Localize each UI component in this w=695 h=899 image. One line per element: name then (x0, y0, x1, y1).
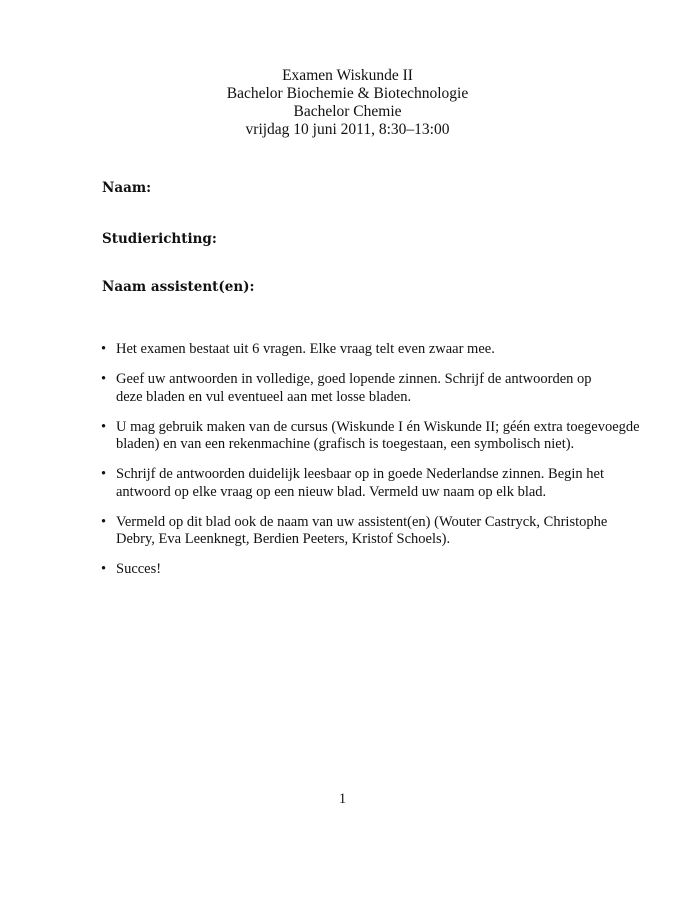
rule-line: antwoord op elke vraag op een nieuw blad. Vermeld uw naam op elk blad. (116, 483, 547, 500)
bullet-icon: • (101, 341, 107, 357)
bullet-icon: • (101, 371, 107, 387)
program-biochemistry: Bachelor Biochemie & Biotechnologie (226, 85, 469, 102)
bullet-icon: • (101, 513, 107, 530)
name-label: Naam: (102, 180, 152, 196)
bullet-icon: • (101, 418, 107, 435)
rule-item (101, 561, 641, 579)
study-program-label: Studierichting: (102, 231, 217, 247)
rule-line: Het examen bestaat uit 6 vragen. Elke vraag telt even zwaar mee. (116, 341, 495, 357)
exam-title: Examen Wiskunde II (282, 67, 413, 84)
exam-date-time: vrijdag 10 juni 2011, 8:30–13:00 (245, 121, 450, 138)
rule-item (101, 466, 641, 501)
exam-header (0, 67, 695, 139)
rule-line: Succes! (116, 561, 162, 577)
program-chemistry: Bachelor Chemie (293, 103, 402, 120)
rule-item (101, 371, 641, 406)
rule-item (101, 419, 641, 454)
page-number: 1 (338, 791, 347, 807)
rule-item (101, 514, 641, 549)
bullet-icon: • (101, 561, 107, 577)
assistant-label: Naam assistent(en): (102, 279, 255, 295)
rule-line: Vermeld op dit blad ook de naam van uw assistent(en) (Wouter Castryck, Christophe (116, 513, 608, 530)
rule-line: Schrijf de antwoorden duidelijk leesbaar op in goede Nederlandse zinnen. Begin het (116, 466, 605, 482)
rule-line: deze bladen en vul eventueel aan met losse bladen. (116, 388, 412, 405)
rule-line: Debry, Eva Leenknegt, Berdien Peeters, Kristof Schoels). (116, 531, 451, 547)
bullet-icon: • (101, 466, 107, 482)
rule-item (101, 341, 641, 359)
rule-line: Geef uw antwoorden in volledige, goed lopende zinnen. Schrijf de antwoorden op (116, 371, 592, 387)
rule-line: U mag gebruik maken van de cursus (Wiskunde I én Wiskunde II; géén extra toegevoegde (116, 418, 640, 435)
exam-rules-list (101, 341, 641, 591)
rule-line: bladen) en van een rekenmachine (grafisch is toegestaan, een symbolisch niet). (116, 436, 575, 452)
